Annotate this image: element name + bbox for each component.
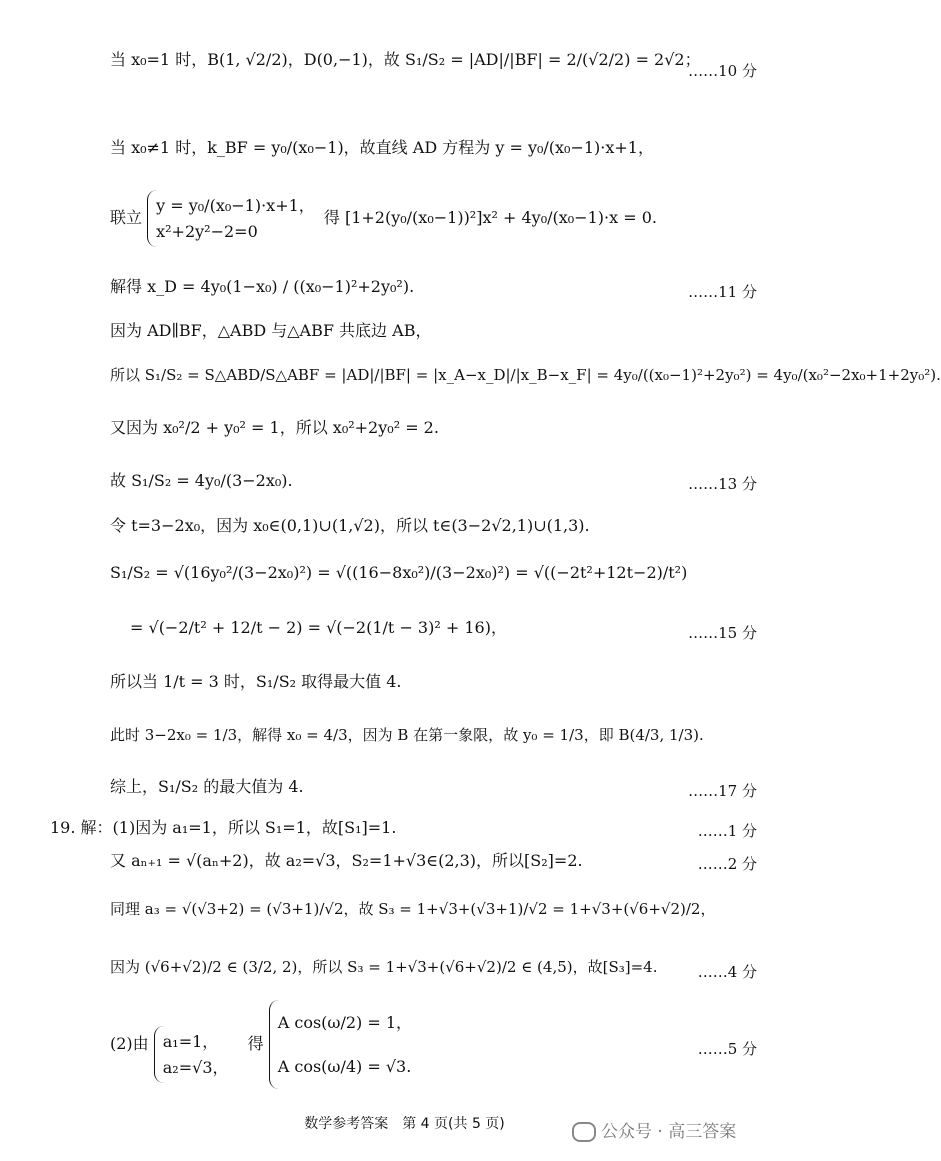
problem-19-s3-range: 因为 (√6+√2)/2 ∈ (3/2, 2)，所以 S₃ = 1+√3+(√6+√2)/2 ∈ (4,5)，故[S₃]=4. xyxy=(110,958,658,976)
system-eq-2: x²+2y²−2=0 xyxy=(156,221,258,241)
solution-line-maximum: 所以当 1/t = 3 时，S₁/S₂ 取得最大值 4. xyxy=(110,672,402,691)
part-2-a1: a₁=1， xyxy=(162,1032,219,1051)
equation-system xyxy=(147,190,319,247)
solution-line-slope-bf: 当 x₀≠1 时，k_BF = y₀/(x₀−1)，故直线 AD 方程为 y = y₀/(x₀−1)·x+1， xyxy=(110,138,654,157)
score-1: ……1 分 xyxy=(697,822,757,840)
solution-line-point-b: 此时 3−2x₀ = 1/3，解得 x₀ = 4/3，因为 B 在第一象限，故 y₀ = 1/3，即 B(4/3, 1/3). xyxy=(110,726,704,744)
score-4: ……4 分 xyxy=(697,963,757,981)
solution-line-simultaneous xyxy=(110,190,657,247)
part-2-mid: 得 xyxy=(247,1034,264,1054)
score-2: ……2 分 xyxy=(697,855,757,873)
problem-19-part-2 xyxy=(110,1000,416,1089)
score-15: ……15 分 xyxy=(688,624,757,642)
system-eq-1: y = y₀/(x₀−1)·x+1， xyxy=(156,196,315,215)
problem-19-a3: 同理 a₃ = √(√3+2) = (√3+1)/√2，故 S₃ = 1+√3+(√3+1)/√2 = 1+√3+(√6+√2)/2， xyxy=(110,900,716,918)
solution-line-x0-equals-1: 当 x₀=1 时，B(1, √2/2)，D(0,−1)，故 S₁/S₂ = |AD|/|BF| = 2/(√2/2) = 2√2； xyxy=(110,50,701,69)
simultaneous-result: 得 [1+2(y₀/(x₀−1))²]x² + 4y₀/(x₀−1)·x = 0. xyxy=(323,208,657,228)
score-17: ……17 分 xyxy=(688,782,757,800)
simultaneous-prefix: 联立 xyxy=(110,208,143,228)
part-2-a2: a₂=√3， xyxy=(162,1057,229,1077)
watermark xyxy=(572,1117,736,1142)
wechat-icon xyxy=(572,1122,596,1142)
part-2-prefix: (2)由 xyxy=(110,1034,149,1054)
solution-line-sqrt-expansion: S₁/S₂ = √(16y₀²/(3−2x₀)²) = √((16−8x₀²)/(3−2x₀)²) = √((−2t²+12t−2)/t²) xyxy=(110,563,688,582)
part-2-b1: A cos(ω/2) = 1， xyxy=(277,1013,413,1032)
solution-line-ellipse: 又因为 x₀²/2 + y₀² = 1，所以 x₀²+2y₀² = 2. xyxy=(110,418,439,437)
score-13: ……13 分 xyxy=(688,475,757,493)
problem-19-part-1: 19. 解：(1)因为 a₁=1，所以 S₁=1，故[S₁]=1. xyxy=(50,818,397,837)
page-footer: 数学参考答案 第 4 页(共 5 页) xyxy=(304,1116,505,1132)
watermark-text: 公众号 · 高三答案 xyxy=(601,1122,737,1142)
solution-line-ratio-simplified: 故 S₁/S₂ = 4y₀/(3−2x₀). xyxy=(110,471,293,490)
score-11: ……11 分 xyxy=(688,283,757,301)
solution-line-parallel: 因为 AD∥BF，△ABD 与△ABF 共底边 AB， xyxy=(110,321,432,340)
part-2-system-b xyxy=(269,1000,416,1089)
solution-line-conclusion: 综上，S₁/S₂ 的最大值为 4. xyxy=(110,777,304,796)
solution-line-area-ratio: 所以 S₁/S₂ = S△ABD/S△ABF = |AD|/|BF| = |x_A−x_D|/|x_B−x_F| = 4y₀/((x₀−1)²+2y₀²) = 4y₀/(x₀²−2x₀+1+2y₀²). xyxy=(110,366,941,384)
solution-line-substitution: 令 t=3−2x₀，因为 x₀∈(0,1)∪(1,√2)，所以 t∈(3−2√2,1)∪(1,3). xyxy=(110,516,590,535)
score-10: ……10 分 xyxy=(688,62,757,80)
solution-line-xd: 解得 x_D = 4y₀(1−x₀) / ((x₀−1)²+2y₀²). xyxy=(110,277,415,296)
part-2-system-a xyxy=(154,1026,233,1083)
problem-19-recurrence: 又 aₙ₊₁ = √(aₙ+2)，故 a₂=√3，S₂=1+√3∈(2,3)，所以[S₂]=2. xyxy=(110,851,583,870)
score-5: ……5 分 xyxy=(697,1040,757,1058)
solution-line-completing-square: = √(−2/t² + 12/t − 2) = √(−2(1/t − 3)² + 16)， xyxy=(130,618,507,637)
part-2-b2: A cos(ω/4) = √3. xyxy=(277,1056,412,1076)
